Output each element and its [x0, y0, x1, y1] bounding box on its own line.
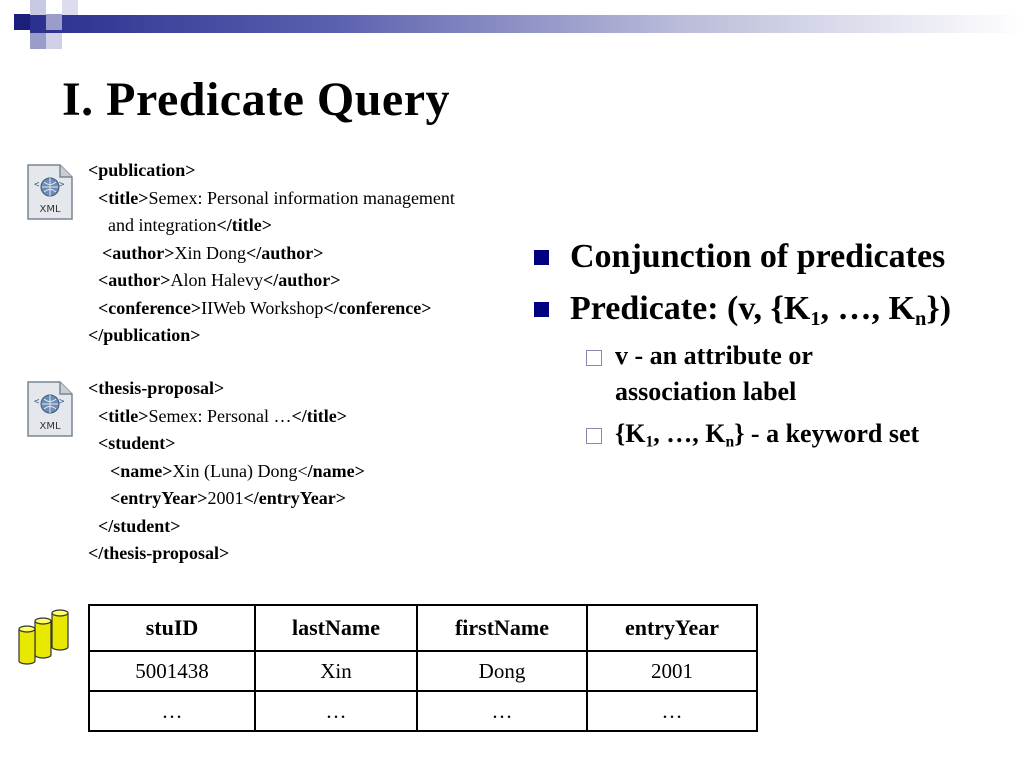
xml-tag: <conference> [98, 297, 202, 318]
xml-tag: </title> [216, 215, 272, 235]
xml-code-line [88, 403, 365, 431]
xml-code-line [88, 430, 365, 458]
xml-code-line [88, 212, 455, 240]
table-cell: 2001 [587, 651, 757, 691]
table-cell: … [255, 691, 417, 731]
table-row [89, 691, 757, 731]
hollow-square-bullet-icon [586, 428, 602, 444]
bullet-text-suffix: }) [926, 290, 952, 327]
square-bullet-icon [534, 250, 549, 265]
bullet-list [534, 232, 1024, 452]
header-gradient-bar [30, 15, 1024, 33]
xml-icon-label: XML [39, 421, 61, 432]
xml-tag: <author> [102, 242, 175, 263]
column-header: entryYear [587, 605, 757, 651]
deco-square [46, 14, 62, 30]
sub-bullet-line: v - an attribute or [615, 341, 813, 370]
xml-text: and integration [108, 215, 217, 235]
student-table [88, 604, 758, 732]
table-row [89, 651, 757, 691]
xml-text: Semex: Personal information management [148, 187, 455, 208]
xml-tag: <publication> [88, 160, 196, 180]
deco-square [30, 33, 46, 49]
sub-bullet-mid: , …, K [653, 419, 726, 448]
xml-tag: /name> [307, 460, 365, 481]
deco-square [46, 33, 62, 49]
column-header: stuID [89, 605, 255, 651]
xml-code-line [88, 185, 455, 213]
bullet-text-prefix: Predicate: (v, {K [570, 290, 811, 327]
xml-tag: <title> [98, 405, 149, 426]
hollow-square-bullet-icon [586, 350, 602, 366]
xml-file-icon [26, 380, 74, 438]
sub-bullet-prefix: {K [615, 419, 646, 448]
deco-square [62, 0, 78, 15]
xml-tag: <student> [98, 433, 176, 453]
bullet-text: Conjunction of predicates [570, 238, 946, 275]
xml-text: Alon Halevy [170, 270, 264, 290]
deco-square [14, 14, 30, 30]
xml-tag: </entryYear> [243, 488, 346, 508]
square-bullet-icon [534, 302, 549, 317]
table-cell: Dong [417, 651, 587, 691]
xml-tag: <thesis-proposal> [88, 378, 225, 398]
xml-tag: </conference> [323, 297, 432, 318]
sub-bullet-suffix: } - a keyword set [734, 419, 920, 448]
table-cell: Xin [255, 651, 417, 691]
sub-bullet-line: association label [615, 377, 797, 406]
xml-text: IIWeb Workshop [201, 297, 324, 318]
xml-code-line [88, 485, 365, 513]
xml-code-line [88, 157, 455, 185]
xml-code-line [88, 375, 365, 403]
column-header: lastName [255, 605, 417, 651]
svg-text:>: > [59, 180, 65, 190]
sub-bullet-item [534, 338, 1024, 410]
xml-text: Xin Dong [174, 242, 247, 263]
svg-text:>: > [59, 397, 65, 407]
sub-bullet-item [534, 416, 1024, 452]
xml-icon-label: XML [39, 204, 61, 215]
subscript: 1 [645, 433, 654, 451]
slide-title: I. Predicate Query [62, 73, 451, 126]
xml-code-line [88, 540, 365, 568]
subscript: n [725, 433, 735, 451]
xml-tag: </student> [98, 515, 181, 536]
bullet-item [534, 232, 1024, 282]
header-decoration [0, 0, 1024, 60]
table-cell: … [417, 691, 587, 731]
xml-code-line [88, 240, 455, 268]
svg-text:<: < [34, 180, 40, 190]
xml-tag: </author> [246, 242, 324, 263]
xml-text: Semex: Personal … [148, 405, 292, 426]
table-cell: … [89, 691, 255, 731]
xml-publication-code [88, 157, 455, 350]
xml-tag: </author> [263, 270, 341, 290]
database-icon [16, 605, 76, 665]
subscript: n [914, 308, 927, 331]
xml-text: Xin (Luna) Dong< [172, 460, 308, 481]
xml-file-icon [26, 163, 74, 221]
xml-tag: <title> [98, 187, 149, 208]
xml-code-line [88, 322, 455, 350]
xml-code-line [88, 267, 455, 295]
svg-text:<: < [34, 397, 40, 407]
xml-code-line [88, 458, 365, 486]
xml-text: 2001 [207, 488, 244, 508]
bullet-text-mid: , …, K [820, 290, 915, 327]
xml-tag: <entryYear> [110, 488, 208, 508]
xml-tag: </thesis-proposal> [88, 543, 230, 563]
table-header-row [89, 605, 757, 651]
xml-tag: </publication> [88, 325, 201, 345]
table-cell: 5001438 [89, 651, 255, 691]
table-cell: … [587, 691, 757, 731]
xml-code-line [88, 295, 455, 323]
deco-square [30, 0, 46, 15]
xml-tag: <name> [110, 460, 173, 481]
xml-thesis-code [88, 375, 365, 568]
xml-tag: <author> [98, 270, 171, 290]
subscript: 1 [810, 308, 821, 331]
bullet-item [534, 284, 1024, 334]
column-header: firstName [417, 605, 587, 651]
xml-tag: </title> [291, 405, 347, 426]
xml-code-line [88, 513, 365, 541]
